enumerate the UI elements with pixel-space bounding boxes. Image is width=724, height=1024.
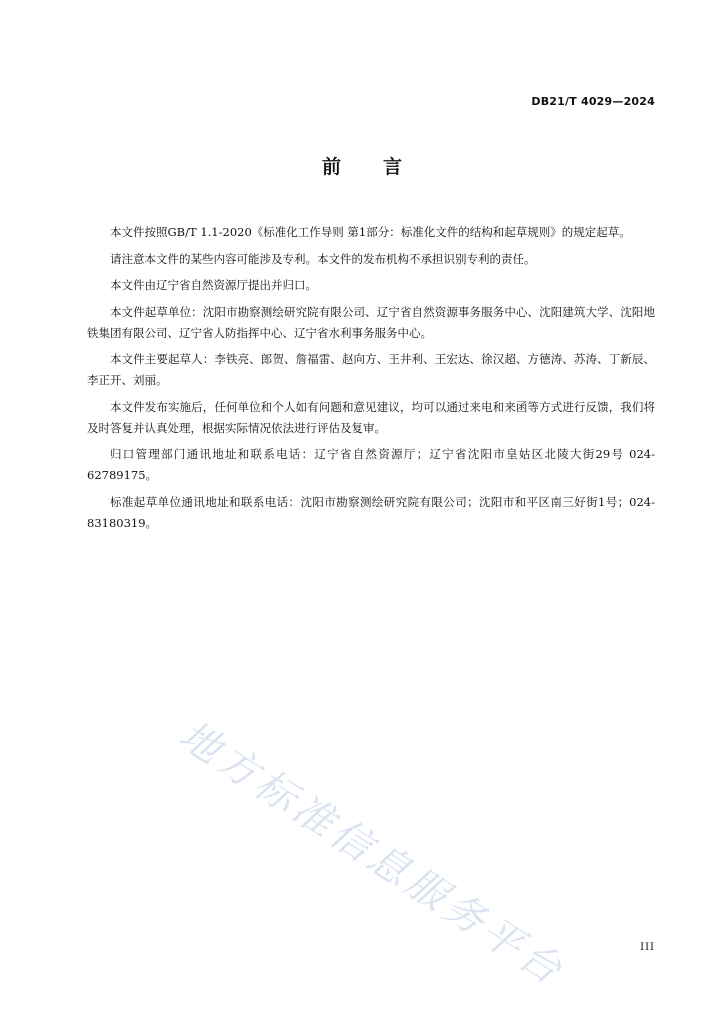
paragraph-feedback: 本文件发布实施后，任何单位和个人如有问题和意见建议，均可以通过来电和来函等方式进行反馈，我们将及时答复并认真处理，根据实际情况依法进行评估及复审。: [87, 399, 655, 435]
watermark: 地方标准信息服务平台: [170, 712, 574, 996]
page-number: III: [640, 942, 655, 953]
paragraph-drafting-units: 本文件起草单位：沈阳市勘察测绘研究院有限公司、辽宁省自然资源事务服务中心、沈阳建筑大学、沈阳地铁集团有限公司、辽宁省人防指挥中心、辽宁省水利事务服务中心。: [87, 304, 655, 340]
title-char-1: 前: [321, 156, 341, 178]
paragraph-patent-notice: 请注意本文件的某些内容可能涉及专利。本文件的发布机构不承担识别专利的责任。: [110, 251, 536, 266]
paragraph-proposer: 本文件由辽宁省自然资源厅提出并归口。: [110, 278, 317, 292]
paragraph-drafter-contact: 标准起草单位通讯地址和联系电话：沈阳市勘察测绘研究院有限公司；沈阳市和平区南三好街1号；024-83180319。: [87, 494, 655, 530]
foreword-body: [87, 222, 655, 539]
paragraph-drafters: 本文件主要起草人：李铁亮、郎贺、詹福雷、赵向方、王井利、王宏达、徐汉超、方德涛、苏涛、丁新辰、李正开、刘丽。: [87, 352, 655, 387]
standard-code: DB21/T 4029—2024: [531, 95, 655, 108]
paragraph-admin-contact: 归口管理部门通讯地址和联系电话：辽宁省自然资源厅；辽宁省沈阳市皇姑区北陵大街29号 024-62789175。: [87, 447, 655, 482]
paragraph-drafting-rules: 本文件按照GB/T 1.1-2020《标准化工作导则 第1部分：标准化文件的结构和起草规则》的规定起草。: [110, 225, 631, 239]
page-title: [0, 152, 724, 179]
title-char-2: 言: [383, 156, 403, 178]
